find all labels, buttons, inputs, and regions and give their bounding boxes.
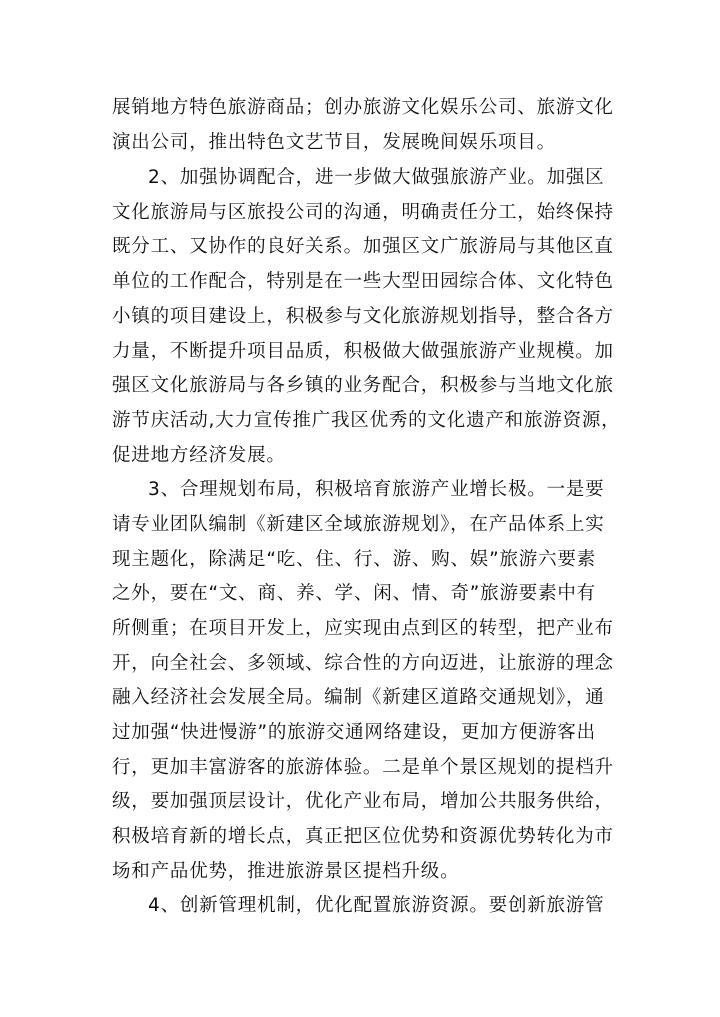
text-line: 力量，不断提升项目品质，积极做大做强旅游产业规模。加 bbox=[112, 341, 614, 362]
text-line: 既分工、又协作的良好关系。加强区文广旅游局与其他区直 bbox=[112, 236, 614, 257]
paragraph-3-heading-line: 3、合理规划布局，积极培育旅游产业增长极。一是要 bbox=[148, 479, 605, 500]
text-line: 强区文化旅游局与各乡镇的业务配合，积极参与当地文化旅 bbox=[112, 375, 614, 396]
text-line: 现主题化，除满足“吃、住、行、游、购、娱”旅游六要素 bbox=[112, 549, 596, 570]
text-line: 小镇的项目建设上，积极参与文化旅游规划指导，整合各方 bbox=[112, 306, 614, 327]
paragraph-2-heading-line: 2、加强协调配合，进一步做大做强旅游产业。加强区 bbox=[148, 167, 605, 188]
text-line: 融入经济社会发展全局。编制《新建区道路交通规划》，通 bbox=[112, 687, 605, 708]
text-line: 积极培育新的增长点，真正把区位优势和资源优势转化为市 bbox=[112, 826, 614, 847]
text-line: 请专业团队编制《新建区全域旅游规划》，在产品体系上实 bbox=[112, 514, 605, 535]
text-line: 所侧重；在项目开发上，应实现由点到区的转型，把产业布 bbox=[112, 618, 614, 639]
text-line: 级，要加强顶层设计，优化产业布局，增加公共服务供给， bbox=[112, 791, 614, 812]
text-line: 展销地方特色旅游商品；创办旅游文化娱乐公司、旅游文化 bbox=[112, 97, 614, 118]
text-line: 之外，要在“文、商、养、学、闲、情、奇”旅游要素中有 bbox=[112, 583, 596, 604]
paragraph-4-heading-line: 4、创新管理机制，优化配置旅游资源。要创新旅游管 bbox=[148, 895, 605, 916]
text-line: 演出公司，推出特色文艺节目，发展晚间娱乐项目。 bbox=[112, 132, 556, 153]
text-line: 行，更加丰富游客的旅游体验。二是单个景区规划的提档升 bbox=[112, 757, 614, 778]
text-line: 促进地方经济发展。 bbox=[112, 445, 286, 466]
text-line: 过加强“快进慢游”的旅游交通网络建设，更加方便游客出 bbox=[112, 722, 596, 743]
text-line: 游节庆活动,大力宣传推广我区优秀的文化遗产和旅游资源， bbox=[112, 410, 621, 431]
text-line: 开，向全社会、多领域、综合性的方向迈进，让旅游的理念 bbox=[112, 653, 614, 674]
text-line: 场和产品优势，推进旅游景区提档升级。 bbox=[112, 861, 460, 882]
text-line: 文化旅游局与区旅投公司的沟通，明确责任分工，始终保持 bbox=[112, 202, 614, 223]
text-line: 单位的工作配合，特别是在一些大型田园综合体、文化特色 bbox=[112, 271, 614, 292]
